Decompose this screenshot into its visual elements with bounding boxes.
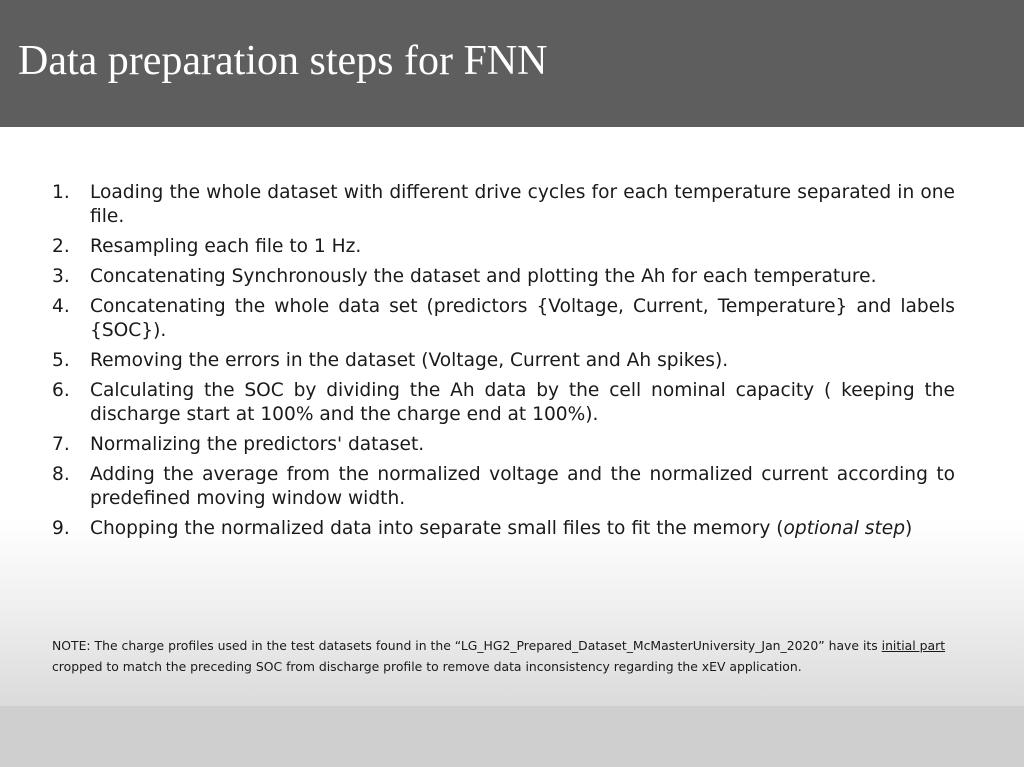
step-number: 7.: [52, 434, 70, 455]
slide-title: Data preparation steps for FNN: [18, 38, 548, 84]
note-paragraph: [52, 636, 955, 677]
list-item: [52, 349, 955, 373]
step-number: 4.: [52, 296, 70, 317]
step-text: Calculating the SOC by dividing the Ah data by the cell nominal capacity ( keeping the discharge start at 100% and the charge end at 100%).: [90, 380, 955, 425]
step-number: 9.: [52, 518, 70, 539]
steps-list: [52, 181, 955, 547]
step-text: Resampling each file to 1 Hz.: [90, 236, 362, 257]
step-number: 8.: [52, 464, 70, 485]
step-text: [90, 517, 955, 541]
step-text: Adding the average from the normalized voltage and the normalized current according to predefined moving window width.: [90, 464, 955, 509]
step-text: Removing the errors in the dataset (Voltage, Current and Ah spikes).: [90, 350, 729, 371]
list-item: [52, 265, 955, 289]
step-text: Loading the whole dataset with different drive cycles for each temperature separated in one file.: [90, 182, 955, 227]
bottom-band: [0, 706, 1024, 767]
step-number: 3.: [52, 266, 70, 287]
step-number: 6.: [52, 380, 70, 401]
step-text-tail: ): [905, 518, 913, 539]
list-item: [52, 517, 955, 541]
list-item: [52, 463, 955, 511]
title-bar: [0, 0, 1024, 127]
note-text-end: cropped to match the preceding SOC from discharge profile to remove data inconsistency regarding the xEV application.: [52, 658, 802, 674]
step-text: Concatenating Synchronously the dataset and plotting the Ah for each temperature.: [90, 266, 877, 287]
step-text-main: Chopping the normalized data into separate small files to fit the memory (: [90, 518, 784, 539]
list-item: [52, 295, 955, 343]
step-text-italic: optional step: [783, 518, 906, 539]
note-underlined-text: initial part: [881, 638, 946, 654]
step-number: 2.: [52, 236, 70, 257]
list-item: [52, 433, 955, 457]
step-text: Normalizing the predictors' dataset.: [90, 434, 425, 455]
list-item: [52, 379, 955, 427]
list-item: [52, 235, 955, 259]
note-text-start: NOTE: The charge profiles used in the test datasets found in the “LG_HG2_Prepared_Dataset_McMasterUniversity_Jan_2020” have its: [52, 638, 882, 654]
step-number: 1.: [52, 182, 70, 203]
step-text: Concatenating the whole data set (predictors {Voltage, Current, Temperature} and labels {SOC}).: [90, 296, 955, 341]
list-item: [52, 181, 955, 229]
step-number: 5.: [52, 350, 70, 371]
